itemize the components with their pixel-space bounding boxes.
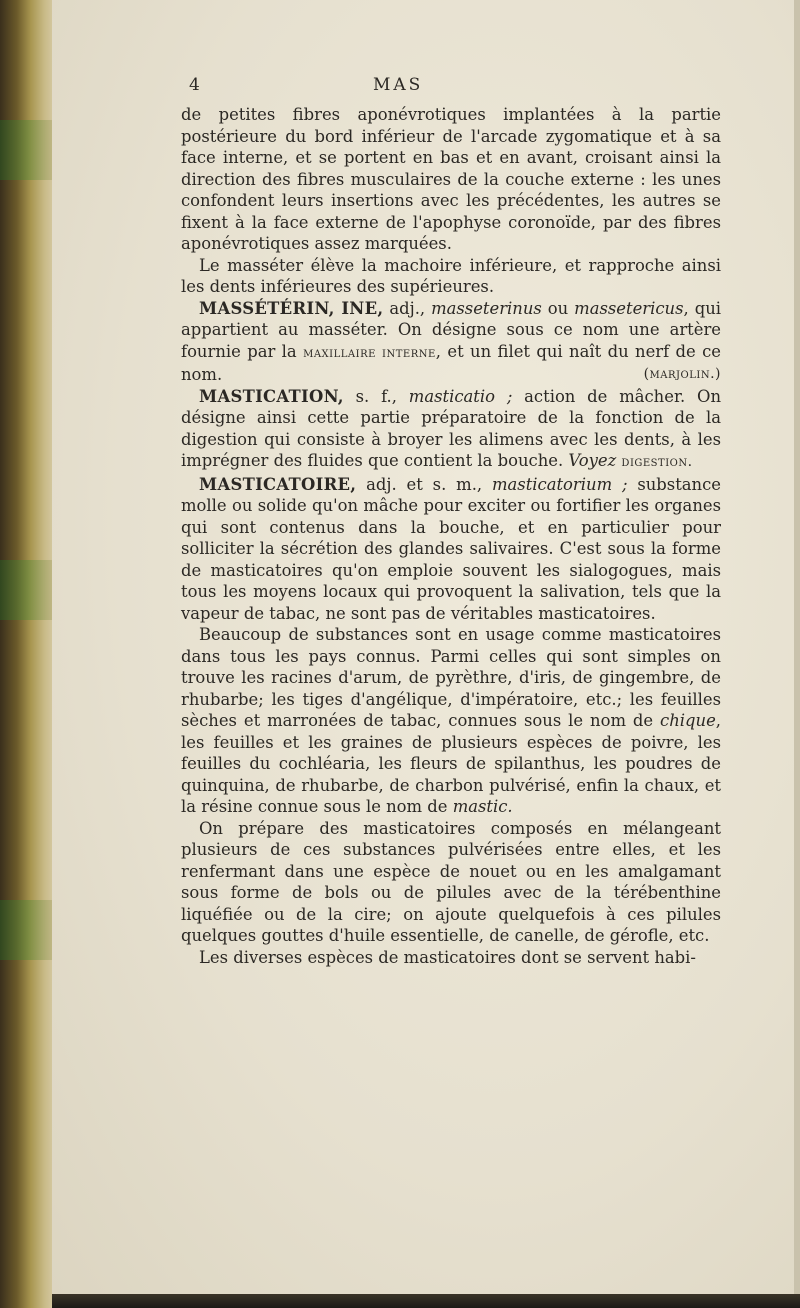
body-text [181,104,721,968]
spine-band [0,120,56,180]
dictionary-entry-mastication: MASTICATION, s. f., masticatio ; action de mâcher. On désigne ainsi cette partie préparatoire de la fonction de la digestion qui consiste à broyer les alimens avec les dents, à les imprégner des fluides que contient la bouche. Voyez digestion. [181,386,721,470]
dictionary-entry-massetérin: MASSÉTÉRIN, INE, adj., masseterinus ou massetericus, qui appartient au masséter. On désigne sous ce nom une artère fournie par la maxillaire interne, et un filet qui naît du nerf de ce nom. (marjolin.) [181,298,722,384]
paragraph: Beaucoup de substances sont en usage comme masticatoires dans tous les pays connus. Parmi celles qui sont simples on trouve les racines d'arum, de pyrèthre, d'iris, de gingembre, de rhubarbe; les tiges d'angélique, d'impératoire, etc.; les feuilles sèches et marronées de tabac, connues sous le nom de chique, les feuilles et les graines de plusieurs espèces de poivre, les feuilles du cochléaria, les fleurs de spilanthus, les poudres de quinquina, de rhubarbe, de charbon pulvérisé, enfin la chaux, et la résine connue sous le nom de mastic. [181,625,721,816]
cross-reference: maxillaire interne [303,344,436,361]
dictionary-entry-masticatoire: MASTICATOIRE, adj. et s. m., masticatorium ; substance molle ou solide qu'on mâche pour exciter ou fortifier les organes qui sont contenus dans la bouche, et en particulier pour solliciter la sécrétion des glandes salivaires. C'est sous la forme de masticatoires qu'on emploie souvent les sialogogues, mais tous les moyens locaux qui provoquent la salivation, tels que la vapeur de tabac, ne sont pas de véritables masticatoires. [181,474,721,623]
latin-term: masseterinus [431,298,542,318]
entry-headword: MASTICATOIRE, [199,474,357,494]
paragraph: Les diverses espèces de masticatoires dont se servent habi- [199,947,696,967]
page-header [163,75,723,103]
paragraph: On prépare des masticatoires composés en mélangeant plusieurs de ces substances pulvérisées entre elles, et les renfermant dans une espèce de nouet ou en les amalgamant sous forme de bols ou de pilules avec de la térébenthine liquéfiée ou de la cire; on ajoute quelquefois à ces pilules quelques gouttes d'huile essentielle, de canelle, de gérofle, etc. [181,818,721,945]
running-head: MAS [373,75,424,95]
latin-term: masticatio ; [408,386,513,406]
italic-term: mastic. [452,797,513,816]
latin-term: masticatorium ; [491,474,628,494]
italic-term: chique [660,711,716,730]
book-spine [0,0,56,1308]
cross-reference: digestion. [621,454,693,470]
paragraph: Le masséter élève la machoire inférieure, et rapproche ainsi les dents inférieures des supérieures. [181,255,721,296]
see-also-label: Voyez [568,451,617,470]
spine-band [0,560,56,620]
author-signature: (marjolin.) [643,366,721,382]
page-number: 4 [189,75,200,95]
latin-term: massetericus [574,298,684,318]
entry-headword: MASTICATION, [199,386,344,406]
spine-band [0,900,56,960]
entry-headword: MASSÉTÉRIN, INE, [199,298,384,318]
page-edge-right [794,0,800,1308]
paragraph: de petites fibres aponévrotiques implantées à la partie postérieure du bord inférieur de l'arcade zygomatique et à sa face interne, et se portent en bas et en avant, croisant ainsi la direction des fibres musculaires de la couche externe : les unes confondent leurs insertions avec les précédentes, les autres se fixent à la face externe de l'apophyse coronoïde, par des fibres aponévrotiques assez marquées. [181,105,721,253]
page-edge-bottom [52,1294,800,1308]
